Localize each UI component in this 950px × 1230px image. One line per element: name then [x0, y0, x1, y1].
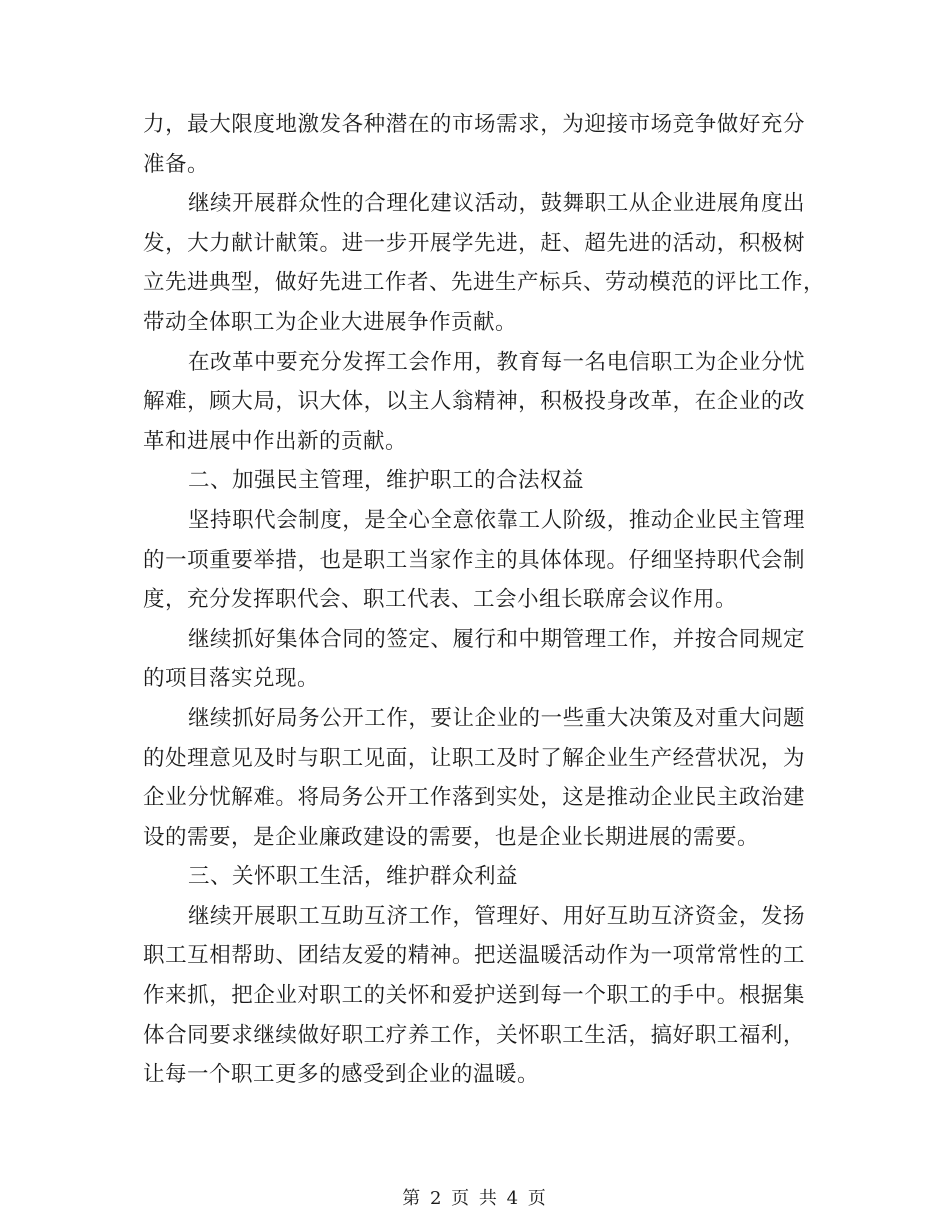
text-line: 度，充分发挥职代会、职工代表、工会小组长联席会议作用。	[143, 587, 738, 613]
text-line: 作来抓，把企业对职工的关怀和爱护送到每一个职工的手中。根据集	[143, 983, 805, 1009]
text-line: 企业分忧解难。将局务公开工作落到实处，这是推动企业民主政治建	[143, 785, 805, 811]
text-line: 解难，顾大局，识大体，以主人翁精神，积极投身改革，在企业的改	[143, 389, 805, 415]
text-line: 力，最大限度地激发各种潜在的市场需求，为迎接市场竞争做好充分	[143, 112, 805, 137]
text-line: 设的需要，是企业廉政建设的需要，也是企业长期进展的需要。	[143, 824, 760, 850]
text-line: 带动全体职工为企业大进展争作贡献。	[143, 309, 518, 335]
text-line: 继续开展职工互助互济工作，管理好、用好互助互济资金，发扬	[188, 903, 805, 929]
text-line: 的处理意见及时与职工见面，让职工及时了解企业生产经营状况，为	[143, 745, 805, 771]
text-line: 的一项重要举措，也是职工当家作主的具体体现。仔细坚持职代会制	[143, 547, 805, 573]
text-line: 继续抓好局务公开工作，要让企业的一些重大决策及对重大问题	[188, 705, 805, 731]
text-line: 二、加强民主管理，维护职工的合法权益	[188, 468, 585, 494]
text-line: 准备。	[143, 151, 210, 177]
text-line: 继续抓好集体合同的签定、履行和中期管理工作，并按合同规定	[188, 626, 805, 652]
text-line: 的项目落实兑现。	[143, 666, 320, 692]
text-line: 职工互相帮助、团结友爱的精神。把送温暖活动作为一项常常性的工	[143, 943, 805, 969]
text-line: 三、关怀职工生活，维护群众利益	[188, 864, 519, 890]
text-line: 革和进展中作出新的贡献。	[143, 428, 408, 454]
text-line: 在改革中要充分发挥工会作用，教育每一名电信职工为企业分忧	[188, 349, 805, 375]
page-number-footer: 第 2 页 共 4 页	[402, 1188, 548, 1209]
text-line: 继续开展群众性的合理化建议活动，鼓舞职工从企业进展角度出	[188, 191, 805, 217]
text-line: 让每一个职工更多的感受到企业的温暖。	[143, 1062, 540, 1088]
text-line: 发，大力献计献策。进一步开展学先进，赶、超先进的活动，积极树	[143, 230, 805, 256]
text-line: 体合同要求继续做好职工疗养工作，关怀职工生活，搞好职工福利，	[143, 1022, 805, 1048]
text-line: 坚持职代会制度，是全心全意依靠工人阶级，推动企业民主管理	[188, 507, 805, 533]
document-body	[143, 105, 826, 1095]
text-line: 立先进典型，做好先进工作者、先进生产标兵、劳动模范的评比工作，	[143, 270, 826, 296]
